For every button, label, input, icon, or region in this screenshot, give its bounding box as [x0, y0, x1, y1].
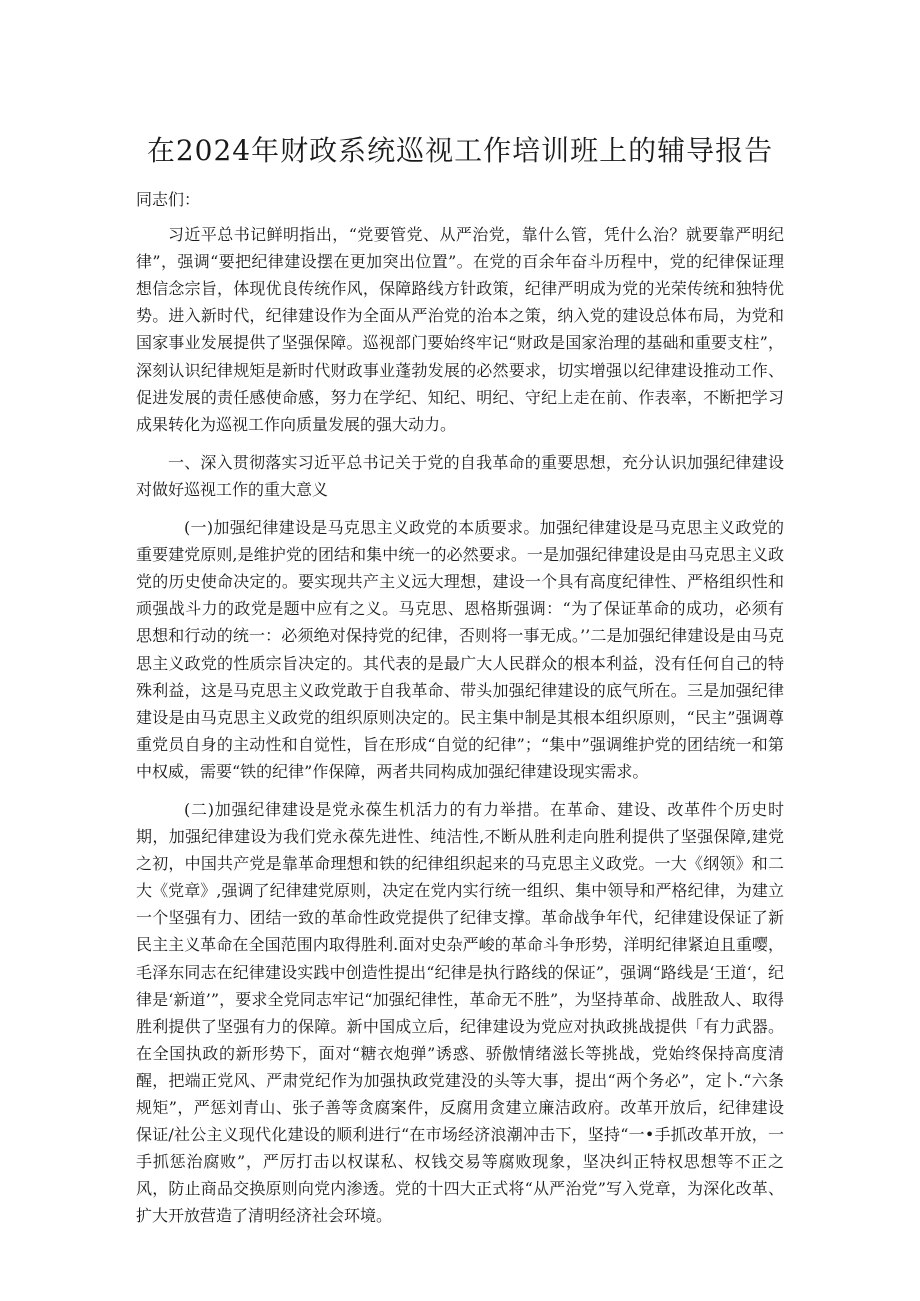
document-body	[136, 186, 784, 1240]
intro-paragraph: 习近平总书记鲜明指出，“党要管党、从严治党，靠什么管，凭什么治？就要靠严明纪律”，强调“要把纪律建设摆在更加突出位置”。在党的百余年奋斗历程中，党的纪律保证理想信念宗旨，体现优良传统作风，保障路线方针政策，纪律严明成为党的光荣传统和独特优势。进入新时代，纪律建设作为全面从严治党的治本之策，纳入党的建设总体布局，为党和国家事业发展提供了坚强保障。巡视部门要始终牢记“财政是国家治理的基础和重要支柱”，深刻认识纪律规矩是新时代财政事业蓬勃发展的必然要求，切实增强以纪律建设推动工作、促进发展的责任感使命感，努力在学纪、知纪、明纪、守纪上走在前、作表率，不断把学习成果转化为巡视工作向质量发展的强大动力。	[136, 225, 784, 434]
body-paragraph: (一)加强纪律建设是马克思主义政党的本质要求。加强纪律建设是马克思主义政党的重要建党原则,是维护党的团结和集中统一的必然要求。一是加强纪律建设是由马克思主义政党的历史使命决定的。要实现共产主义远大理想，建设一个具有高度纪律性、严格组织性和顽强战斗力的政党是题中应有之义。马克思、恩格斯强调：“为了保证革命的成功，必须有思想和行动的统一：必须绝对保持党的纪律，否则将一事无成。’’二是加强纪律建设是由马克思主义政党的性质宗旨决定的。其代表的是最广大人民群众的根本利益，没有任何自己的特殊利益，这是马克思主义政党敢于自我革命、带头加强纪律建设的底气所在。三是加强纪律建设是由马克思主义政党的组织原则决定的。民主集中制是其根本组织原则，“民主”强调尊重党员自身的主动性和自觉性，旨在形成“自觉的纪律”；“集中”强调维护党的团结统一和第中权威，需要“铁的纪律”作保障，两者共同构成加强纪律建设现实需求。	[136, 518, 784, 781]
salutation: 同志们：	[136, 190, 201, 209]
body-paragraph: (二)加强纪律建设是党永葆生机活力的有力举措。在革命、建设、改革件个历史时期，加强纪律建设为我们党永葆先进性、纯洁性,不断从胜利走向胜利提供了坚强保障,建党之初，中国共产党是靠革命理想和铁的纪律组织起来的马克思主义政党。一大《纲领》和二大《党章》,强调了纪律建党原则，决定在党内实行统一组织、集中领导和严格纪律，为建立一个坚强有力、团结一致的革命性政党提供了纪律支撑。革命战争年代，纪律建设保证了新民主主义革命在全国范围内取得胜利.面对史杂严峻的革命斗争形势，洋明纪律紧迫且重嘤，毛泽东同志在纪律建设实践中创造性提出“纪律是执行路线的保证”，强调“路线是‘王道‘，纪律是‘新道’”，要求全党同志牢记“加强纪律性，革命无不胜”，为坚持革命、战胜敌人、取得胜利提供了坚强有力的保障。新中国成立后，纪律建设为党应对执政挑战提供「有力武器。在全国执政的新形势下，面对“糖衣炮弹”诱惑、骄傲情绪滋长等挑战，党始终保持高度清醒，把端正党风、严肃党纪作为加强执政党建没的头等大事，提出“两个务必”，定卜.“六条规矩”，严惩刘青山、张子善等贪腐案件，反腐用贪建立廉洁政府。改革开放后，纪律建设保证/社公主义现代化建设的顺利进行“在市场经济浪潮冲击下，坚持“一•手抓改革开放，一手抓惩治腐败”，严厉打击以权谋私、权钱交易等腐败现象，坚决纠正特权思想等不正之风，防止商品交换原则向党内渗透。党的十四大正式将“从严治党”写入党章，为深化改革、扩大开放营造了清明经济社会环境。	[136, 799, 784, 1226]
document-title: 在2024年财政系统巡视工作培训班上的辅导报告	[146, 134, 774, 167]
section-heading: 一、深入贯彻落实习近平总书记关于党的自我革命的重要思想，充分认识加强纪律建设对做好巡视工作的重大意义	[136, 452, 784, 499]
